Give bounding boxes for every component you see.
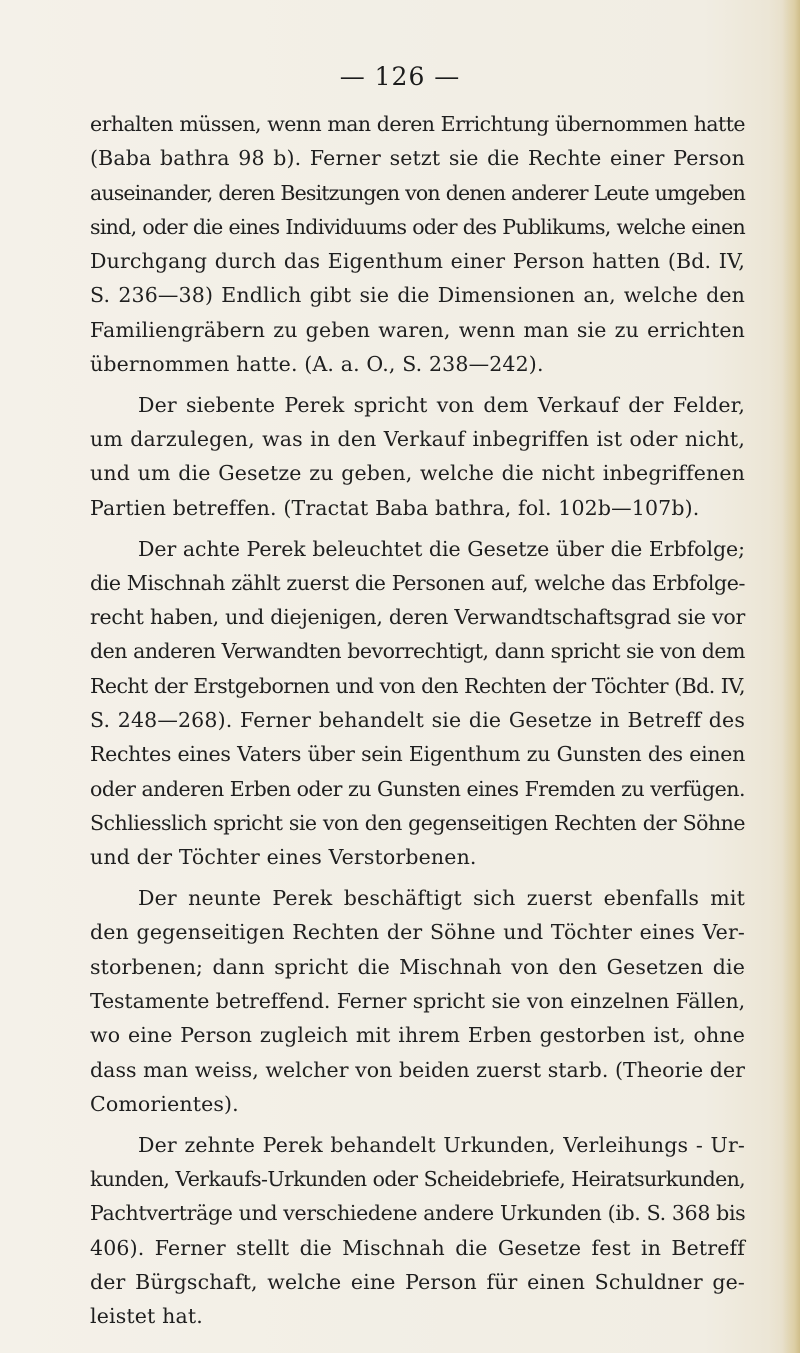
text-line: sind, oder die eines Individuums oder des Publikums, welche einen: [90, 214, 745, 239]
text-line: Der achte Perek beleuchtet die Gesetze über die Erbfolge;: [138, 536, 745, 561]
text-line: recht haben, und diejenigen, deren Verwandtschaftsgrad sie vor: [90, 605, 745, 630]
text-line: dass man weiss, welcher von beiden zuerst starb. (Theorie der: [90, 1057, 745, 1082]
paragraph: [90, 107, 745, 381]
text-line: Der siebente Perek spricht von dem Verkauf der Felder,: [138, 392, 745, 417]
text-line: Familiengräbern zu geben waren, wenn man sie zu errichten: [90, 317, 745, 342]
text-line: Testamente betreffend. Ferner spricht sie von einzelnen Fällen,: [90, 988, 745, 1013]
text-line: übernommen hatte. (A. a. O., S. 238—242).: [90, 352, 544, 377]
text-line: leistet hat.: [90, 1304, 203, 1329]
text-line: Der zehnte Perek behandelt Urkunden, Verleihungs - Ur-: [138, 1132, 745, 1157]
page-edge-shading: [782, 0, 800, 1353]
paragraph: [90, 1128, 745, 1334]
text-line: Durchgang durch das Eigenthum einer Person hatten (Bd. IV,: [90, 249, 745, 274]
text-line: S. 236—38) Endlich gibt sie die Dimensionen an, welche den: [90, 283, 745, 308]
text-line: Partien betreffen. (Tractat Baba bathra, fol. 102b—107b).: [90, 495, 700, 520]
text-line: wo eine Person zugleich mit ihrem Erben gestorben ist, ohne: [90, 1023, 745, 1048]
text-line: Recht der Erstgebornen und von den Rechten der Töchter (Bd. IV,: [90, 673, 745, 698]
text-line: erhalten müssen, wenn man deren Errichtung übernommen hatte: [90, 112, 745, 136]
text-line: Schliesslich spricht sie von den gegenseitigen Rechten der Söhne: [90, 810, 745, 835]
text-line: oder anderen Erben oder zu Gunsten eines Fremden zu verfügen.: [90, 776, 745, 801]
text-line: storbenen; dann spricht die Mischnah von den Gesetzen die: [90, 954, 745, 979]
body-text: [90, 107, 745, 1340]
paragraph: [90, 388, 745, 525]
paragraph: [90, 881, 745, 1121]
text-line: auseinander, deren Besitzungen von denen anderer Leute umgeben: [90, 180, 745, 205]
text-line: Comorientes).: [90, 1091, 239, 1116]
text-line: (Baba bathra 98 b). Ferner setzt sie die Rechte einer Person: [90, 146, 745, 171]
text-line: und um die Gesetze zu geben, welche die nicht inbegriffenen: [90, 461, 745, 486]
text-line: S. 248—268). Ferner behandelt sie die Gesetze in Betreff des: [90, 708, 745, 733]
text-line: den anderen Verwandten bevorrechtigt, dann spricht sie von dem: [90, 639, 745, 664]
text-line: 406). Ferner stellt die Mischnah die Gesetze fest in Betreff: [90, 1235, 745, 1260]
text-line: Der neunte Perek beschäftigt sich zuerst ebenfalls mit: [138, 886, 745, 911]
text-line: kunden, Verkaufs-Urkunden oder Scheidebriefe, Heiratsurkunden,: [90, 1166, 745, 1191]
text-line: die Mischnah zählt zuerst die Personen auf, welche das Erbfolge-: [90, 570, 745, 595]
text-line: der Bürgschaft, welche eine Person für einen Schuldner ge-: [90, 1269, 745, 1294]
text-line: Rechtes eines Vaters über sein Eigenthum zu Gunsten des einen: [90, 742, 745, 767]
paragraph: [90, 532, 745, 875]
text-line: um darzulegen, was in den Verkauf inbegriffen ist oder nicht,: [90, 427, 745, 452]
page-number: — 126 —: [339, 62, 461, 91]
text-line: den gegenseitigen Rechten der Söhne und Töchter eines Ver-: [90, 920, 745, 945]
text-line: Pachtverträge und verschiedene andere Urkunden (ib. S. 368 bis: [90, 1201, 746, 1226]
text-line: und der Töchter eines Verstorbenen.: [90, 845, 477, 870]
